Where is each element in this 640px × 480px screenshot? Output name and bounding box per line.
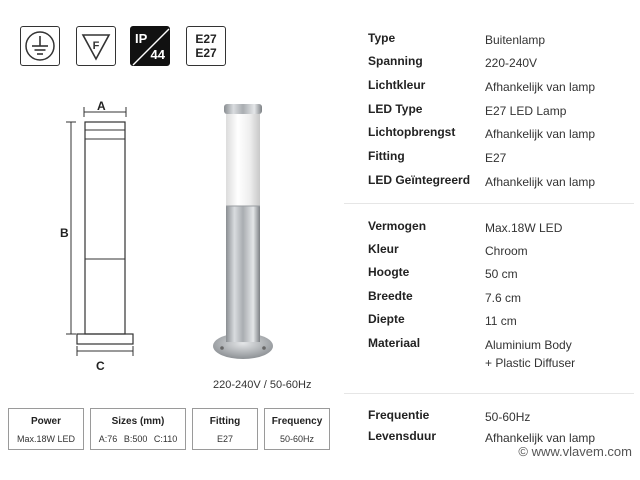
earth-ground-icon	[20, 26, 60, 66]
spec-row	[368, 78, 630, 98]
socket-badge	[186, 26, 226, 66]
spec-value: 11 cm	[485, 314, 517, 328]
spec-label: Vermogen	[368, 219, 427, 233]
info-box-fitting	[192, 408, 258, 450]
spec-value: Afhankelijk van lamp	[485, 80, 596, 94]
dimension-b-label: B	[60, 226, 69, 240]
info-box-value: Max.18W LED	[16, 434, 76, 444]
ip-prefix: IP	[135, 31, 148, 46]
spec-value: 7.6 cm	[485, 291, 522, 305]
lamp-product-image	[210, 100, 290, 370]
spec-label: Diepte	[368, 312, 405, 326]
size-b-value: B:500	[123, 434, 148, 444]
dimension-drawing	[60, 96, 150, 366]
info-box-title: Power	[30, 416, 61, 427]
info-box-title: Frequency	[271, 416, 323, 427]
spec-label: Levensduur	[368, 429, 437, 443]
dimension-c-label: C	[96, 359, 105, 373]
spec-row	[368, 125, 630, 145]
spec-value-line-1: Aluminium Body	[485, 338, 572, 352]
spec-divider	[344, 393, 634, 394]
spec-label: Lichtkleur	[368, 78, 426, 92]
spec-label: LED Type	[368, 102, 423, 116]
spec-label: Kleur	[368, 242, 399, 256]
spec-row	[368, 336, 630, 376]
spec-label: Lichtopbrengst	[368, 125, 456, 139]
spec-value: Afhankelijk van lamp	[485, 127, 596, 141]
voltage-caption: 220-240V / 50-60Hz	[213, 379, 312, 391]
info-box-power	[8, 408, 84, 450]
info-box-value: 50-60Hz	[279, 434, 315, 444]
watermark: © www.vlavem.com	[518, 444, 632, 459]
info-box-value: E27	[216, 434, 233, 444]
spec-label: LED Geïntegreerd	[368, 173, 471, 187]
dimension-a-label: A	[97, 99, 106, 113]
spec-value: E27	[485, 151, 507, 165]
spec-row	[368, 242, 630, 262]
info-box-title: Fitting	[209, 416, 241, 427]
spec-value: 50-60Hz	[485, 410, 531, 424]
spec-row	[368, 54, 630, 74]
spec-value: 50 cm	[485, 267, 518, 281]
spec-label: Spanning	[368, 54, 423, 68]
socket-line-1: E27	[195, 32, 217, 46]
spec-row	[368, 265, 630, 285]
f-mark-icon	[76, 26, 116, 66]
spec-row	[368, 173, 630, 193]
size-c-value: C:110	[153, 434, 178, 444]
spec-label: Hoogte	[368, 265, 410, 279]
size-a-value: A:76	[98, 434, 118, 444]
info-box-title: Sizes (mm)	[111, 416, 165, 427]
spec-value: Buitenlamp	[485, 33, 546, 47]
spec-value-line-2: + Plastic Diffuser	[485, 356, 576, 370]
spec-row	[368, 31, 630, 51]
spec-label: Type	[368, 31, 396, 45]
spec-value: Max.18W LED	[485, 221, 563, 235]
spec-row	[368, 408, 630, 428]
spec-divider	[344, 203, 634, 204]
spec-row	[368, 149, 630, 169]
spec-row	[368, 312, 630, 332]
spec-row	[368, 102, 630, 122]
spec-row	[368, 289, 630, 309]
spec-row	[368, 219, 630, 239]
spec-label: Fitting	[368, 149, 405, 163]
info-box-frequency	[264, 408, 330, 450]
spec-label: Materiaal	[368, 336, 421, 350]
spec-value: Afhankelijk van lamp	[485, 431, 596, 445]
spec-label: Frequentie	[368, 408, 430, 422]
spec-value: 220-240V	[485, 56, 538, 70]
spec-value: Afhankelijk van lamp	[485, 175, 596, 189]
socket-line-2: E27	[195, 46, 217, 60]
ip-rating: 44	[150, 47, 165, 62]
svg-text:F: F	[92, 40, 100, 52]
spec-label: Breedte	[368, 289, 413, 303]
spec-value: Chroom	[485, 244, 528, 258]
ip-rating-badge	[130, 26, 170, 66]
spec-value: E27 LED Lamp	[485, 104, 567, 118]
info-box-sizes	[90, 408, 186, 450]
